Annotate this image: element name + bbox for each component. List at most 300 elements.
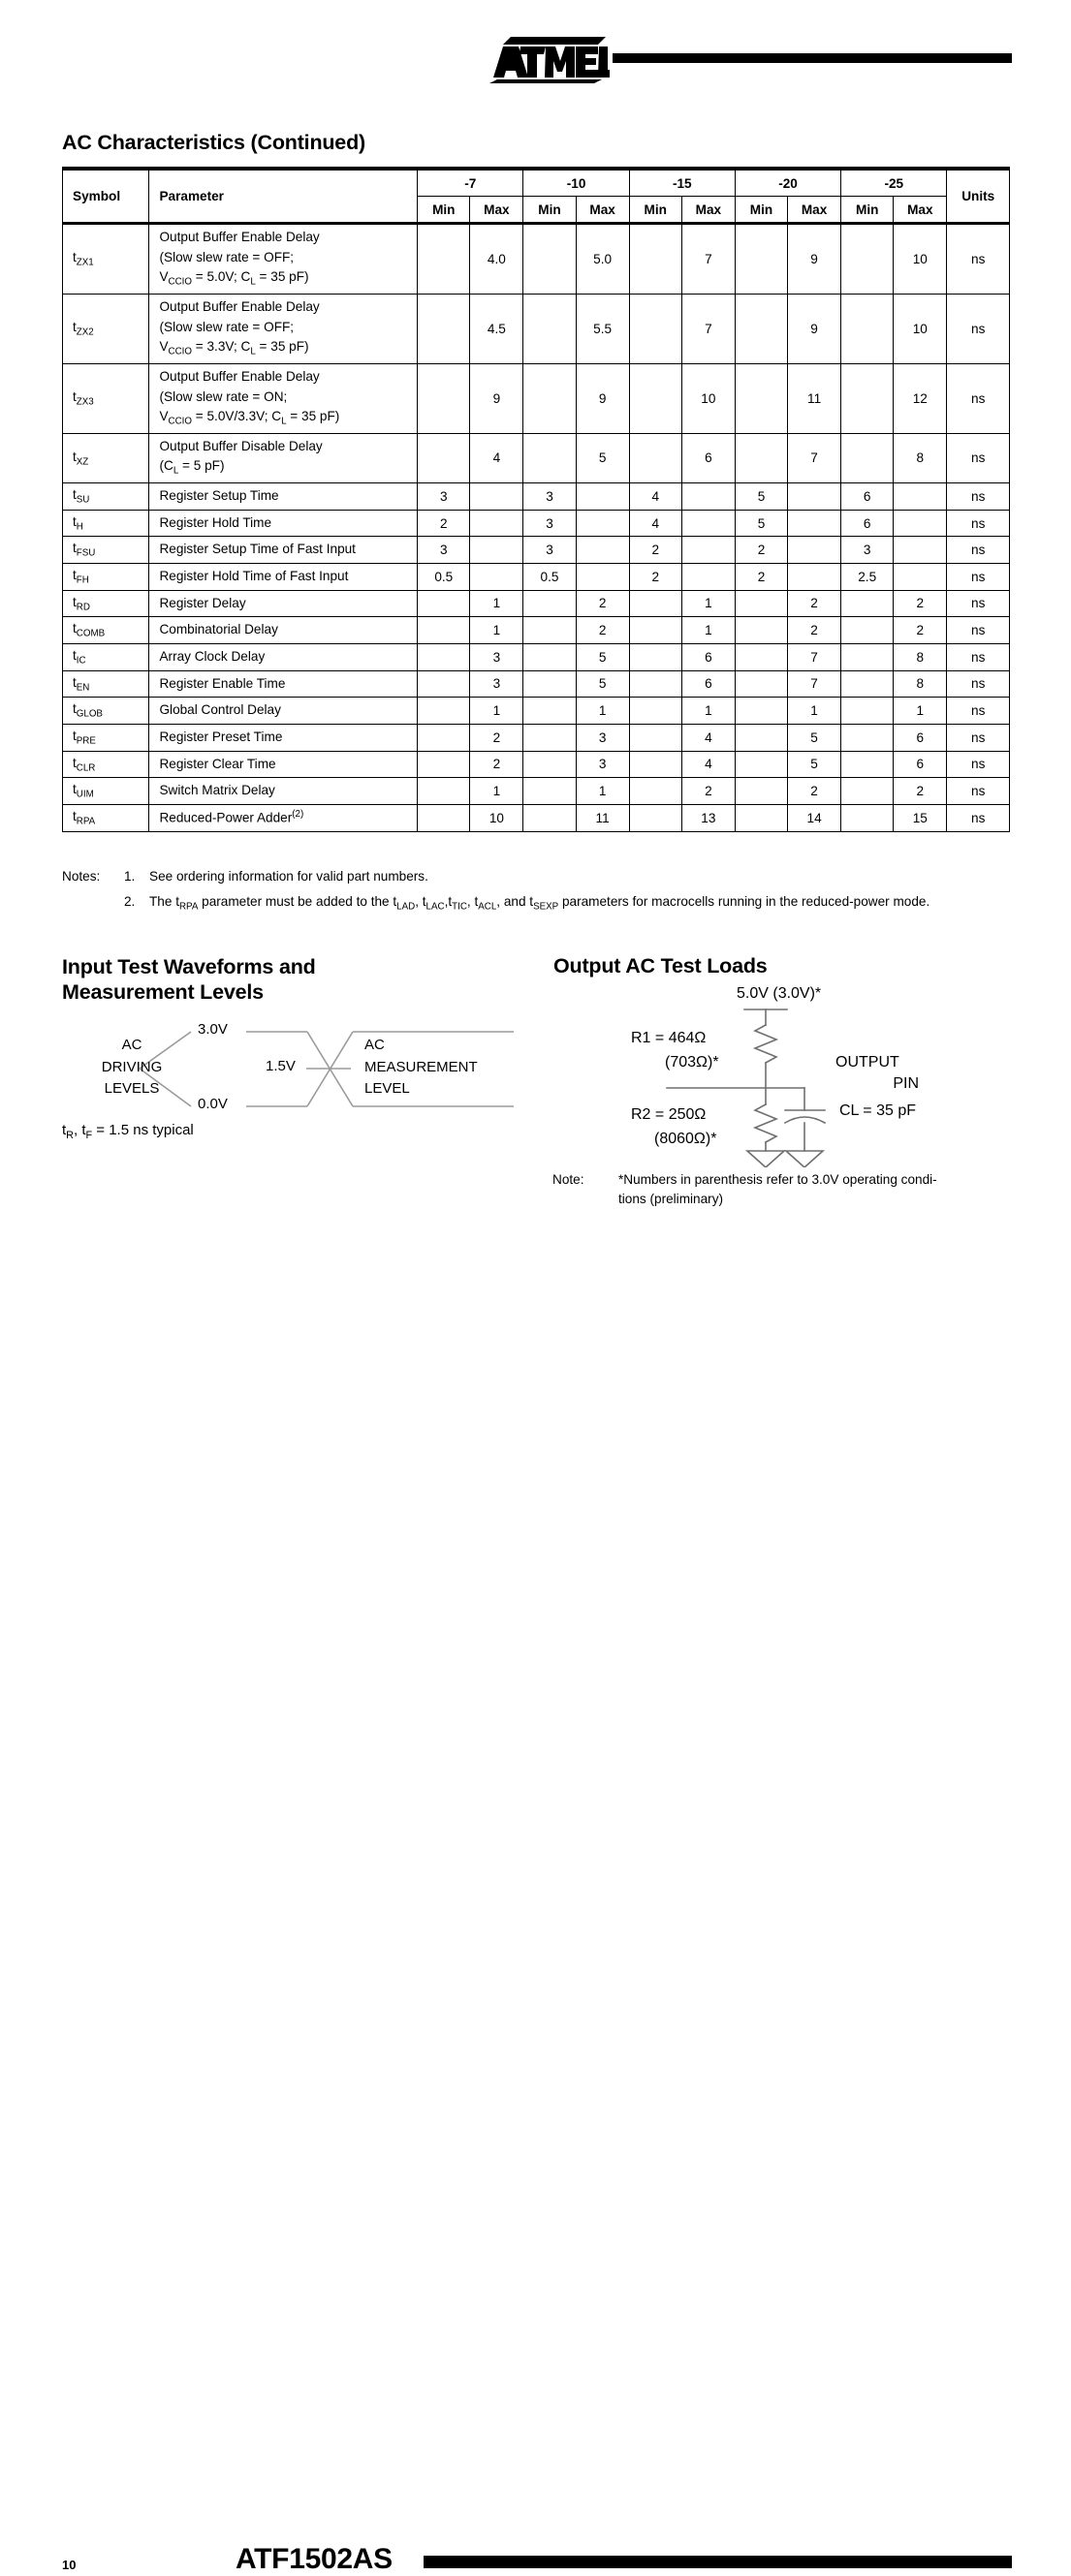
page-header <box>0 0 1071 107</box>
table-row <box>63 670 1010 698</box>
cell-value-max: 10 <box>470 804 523 831</box>
page-title: AC Characteristics (Continued) <box>62 131 365 154</box>
col-header-parameter: Parameter <box>149 169 418 224</box>
cell-value-min <box>841 433 894 482</box>
cell-value-max <box>788 483 841 511</box>
cell-value-max: 2 <box>894 590 947 617</box>
cell-parameter: Register Hold Time <box>149 510 418 537</box>
cell-parameter: Reduced-Power Adder$^{(2)}$ <box>149 804 418 831</box>
note-2-number: 2. <box>124 894 136 910</box>
cell-value-max: 1 <box>681 698 735 725</box>
grade-header-20: -20 <box>735 169 840 197</box>
cell-value-min <box>523 778 576 805</box>
table-row <box>63 294 1010 363</box>
col-header-units: Units <box>947 169 1010 224</box>
cell-value-max <box>681 483 735 511</box>
cell-value-max <box>894 510 947 537</box>
cell-value-min <box>523 751 576 778</box>
cell-value-max: 13 <box>681 804 735 831</box>
cell-units: ns <box>947 590 1010 617</box>
cell-value-min <box>418 698 470 725</box>
cell-value-min <box>735 224 787 295</box>
cell-value-min <box>523 804 576 831</box>
cell-symbol: $t_{IC}$ <box>63 643 149 670</box>
cell-value-min <box>523 294 576 363</box>
subheader-min-15: Min <box>629 197 681 224</box>
table-row <box>63 751 1010 778</box>
grade-header-10: -10 <box>523 169 629 197</box>
cell-value-min <box>523 433 576 482</box>
grade-header-7: -7 <box>418 169 523 197</box>
cell-value-max <box>894 537 947 564</box>
cell-value-max <box>470 510 523 537</box>
cell-value-min: 4 <box>629 510 681 537</box>
cell-value-min: 6 <box>841 510 894 537</box>
cell-value-min <box>841 363 894 433</box>
table-row <box>63 698 1010 725</box>
cell-value-max <box>681 537 735 564</box>
cell-value-max: 1 <box>894 698 947 725</box>
cell-value-max: 2 <box>788 617 841 644</box>
cell-value-max <box>788 510 841 537</box>
cell-value-min: 0.5 <box>418 564 470 591</box>
cell-value-max: 7 <box>788 433 841 482</box>
cell-value-min <box>418 294 470 363</box>
cell-value-min <box>841 804 894 831</box>
cell-parameter: Register Delay <box>149 590 418 617</box>
cell-symbol: $t_{CLR}$ <box>63 751 149 778</box>
cell-symbol: $t_{SU}$ <box>63 483 149 511</box>
cell-value-min <box>735 363 787 433</box>
ac-characteristics-table <box>62 167 1010 832</box>
cell-value-max: 10 <box>681 363 735 433</box>
cell-value-min <box>735 670 787 698</box>
cell-value-max: 9 <box>788 224 841 295</box>
input-waveforms-heading-line1: Input Test Waveforms and <box>62 955 316 978</box>
cell-symbol: $t_{FH}$ <box>63 564 149 591</box>
cell-value-min <box>735 433 787 482</box>
cell-value-min <box>629 670 681 698</box>
notes-label: Notes: <box>62 869 101 884</box>
cell-units: ns <box>947 224 1010 295</box>
cell-value-max: 5 <box>788 724 841 751</box>
cell-value-min <box>629 804 681 831</box>
output-load-note-label: Note: <box>552 1172 584 1187</box>
table-notes <box>62 867 1017 921</box>
cell-symbol: $t_{ZX3}$ <box>63 363 149 433</box>
table-body <box>63 224 1010 832</box>
cell-value-min <box>841 778 894 805</box>
input-waveform-diagram <box>62 1013 527 1125</box>
cell-value-min <box>418 617 470 644</box>
cell-value-min <box>841 670 894 698</box>
input-waveforms-heading <box>62 954 479 1005</box>
cell-value-max: 4 <box>470 433 523 482</box>
ac-driving-levels-line1: AC <box>121 1037 142 1053</box>
cell-value-max: 3 <box>576 724 629 751</box>
cell-value-max: 10 <box>894 294 947 363</box>
table-row <box>63 564 1010 591</box>
table-row <box>63 643 1010 670</box>
output-loads-heading: Output AC Test Loads <box>553 954 768 978</box>
cell-value-min <box>735 724 787 751</box>
input-waveforms-heading-line2: Measurement Levels <box>62 980 264 1005</box>
waveform-low-level-label: 0.0V <box>195 1096 231 1112</box>
cell-parameter: Register Preset Time <box>149 724 418 751</box>
cell-parameter: Register Setup Time of Fast Input <box>149 537 418 564</box>
cell-value-min: 2 <box>418 510 470 537</box>
cell-value-max: 3 <box>576 751 629 778</box>
cell-parameter: Combinatorial Delay <box>149 617 418 644</box>
table-row <box>63 590 1010 617</box>
cell-value-min <box>841 617 894 644</box>
subheader-min-7: Min <box>418 197 470 224</box>
cell-symbol: $t_{RPA}$ <box>63 804 149 831</box>
note-2-text: The $t_{RPA}$ parameter must be added to the $t_{LAD}$, $t_{LAC},t_{TIC}$, $t_{ACL}$, and $t_{SEXP}$ parameters for macrocells running in the reduced-power mode. <box>149 894 930 914</box>
cell-value-max: 7 <box>788 643 841 670</box>
cell-value-max: 3 <box>470 643 523 670</box>
output-load-note-line1: *Numbers in parenthesis refer to 3.0V operating condi- <box>618 1172 937 1187</box>
cell-value-max: 2 <box>681 778 735 805</box>
cell-value-max: 1 <box>470 590 523 617</box>
cell-value-max: 6 <box>681 433 735 482</box>
cell-value-max: 11 <box>576 804 629 831</box>
cell-parameter: Output Buffer Enable Delay (Slow slew rate = OFF; $V_{CCIO} = 3.3V$; $C_L = 35$ pF) <box>149 294 418 363</box>
table-row <box>63 363 1010 433</box>
cell-parameter: Global Control Delay <box>149 698 418 725</box>
cell-value-max: 1 <box>576 698 629 725</box>
cell-value-min <box>735 698 787 725</box>
cell-value-min <box>735 643 787 670</box>
cell-value-max <box>681 510 735 537</box>
cell-value-min <box>629 617 681 644</box>
cell-value-min <box>418 433 470 482</box>
cell-value-max <box>470 537 523 564</box>
table-row <box>63 510 1010 537</box>
cell-units: ns <box>947 751 1010 778</box>
cell-value-min <box>841 590 894 617</box>
cell-value-min: 5 <box>735 483 787 511</box>
ac-measurement-level-label <box>364 1035 478 1101</box>
cell-value-max <box>576 510 629 537</box>
cell-value-max: 7 <box>681 224 735 295</box>
cell-value-max: 5.0 <box>576 224 629 295</box>
cell-units: ns <box>947 483 1010 511</box>
cell-value-min: 2 <box>735 537 787 564</box>
r1-alt-value-label: (703Ω)* <box>665 1054 719 1071</box>
cell-value-min: 6 <box>841 483 894 511</box>
cell-value-min: 2 <box>629 537 681 564</box>
cell-value-max <box>576 483 629 511</box>
cell-value-min <box>735 778 787 805</box>
cell-symbol: $t_{ZX2}$ <box>63 294 149 363</box>
cell-units: ns <box>947 510 1010 537</box>
table-row <box>63 724 1010 751</box>
ac-measurement-line1: AC <box>364 1037 385 1053</box>
cell-units: ns <box>947 537 1010 564</box>
cell-value-max: 4 <box>681 724 735 751</box>
cell-value-max: 6 <box>681 670 735 698</box>
cell-value-min <box>841 224 894 295</box>
cell-parameter: Output Buffer Enable Delay (Slow slew rate = ON; $V_{CCIO} = 5.0V/3.3V$; $C_L = 35$ pF) <box>149 363 418 433</box>
cell-value-max: 12 <box>894 363 947 433</box>
cell-value-min: 5 <box>735 510 787 537</box>
note-2-spacer <box>62 892 124 915</box>
output-load-note-body <box>618 1170 1018 1208</box>
cell-symbol: $t_{EN}$ <box>63 670 149 698</box>
cell-value-min <box>735 590 787 617</box>
cell-value-min <box>523 724 576 751</box>
cell-value-max: 7 <box>681 294 735 363</box>
cell-value-min <box>841 698 894 725</box>
cell-value-min: 0.5 <box>523 564 576 591</box>
cell-value-min: 2 <box>735 564 787 591</box>
cell-value-max: 9 <box>470 363 523 433</box>
cell-units: ns <box>947 433 1010 482</box>
output-load-note-line2: tions (preliminary) <box>618 1191 724 1206</box>
cell-parameter: Register Clear Time <box>149 751 418 778</box>
cell-value-min <box>735 804 787 831</box>
cell-symbol: $t_H$ <box>63 510 149 537</box>
cell-value-min <box>629 751 681 778</box>
cell-units: ns <box>947 724 1010 751</box>
cell-symbol: $t_{RD}$ <box>63 590 149 617</box>
cell-value-min <box>418 590 470 617</box>
cell-parameter: Array Clock Delay <box>149 643 418 670</box>
page-number: 10 <box>62 2558 77 2572</box>
subheader-max-25: Max <box>894 197 947 224</box>
cell-value-max <box>788 564 841 591</box>
waveform-mid-level-label: 1.5V <box>266 1058 296 1074</box>
page-footer <box>0 1269 1071 2575</box>
cell-value-min <box>629 778 681 805</box>
cell-parameter: Register Setup Time <box>149 483 418 511</box>
cell-value-min <box>418 804 470 831</box>
table-head <box>63 169 1010 224</box>
ac-driving-levels-label <box>78 1035 186 1101</box>
output-pin-line2: PIN <box>893 1074 919 1092</box>
cell-value-min <box>629 590 681 617</box>
table-row <box>63 617 1010 644</box>
cell-value-min <box>418 670 470 698</box>
cl-value-label: CL = 35 pF <box>839 1102 917 1119</box>
subheader-min-25: Min <box>841 197 894 224</box>
cell-value-min <box>841 724 894 751</box>
subheader-max-15: Max <box>681 197 735 224</box>
cell-units: ns <box>947 778 1010 805</box>
cell-value-max <box>576 564 629 591</box>
table-row <box>63 433 1010 482</box>
cell-value-min <box>735 751 787 778</box>
subheader-max-10: Max <box>576 197 629 224</box>
cell-value-max: 2 <box>894 617 947 644</box>
r2-alt-value-label: (8060Ω)* <box>654 1131 717 1147</box>
cell-value-max <box>681 564 735 591</box>
cell-units: ns <box>947 804 1010 831</box>
cell-value-max: 4.0 <box>470 224 523 295</box>
cell-symbol: $t_{UIM}$ <box>63 778 149 805</box>
cell-value-min <box>523 363 576 433</box>
cell-value-min <box>523 617 576 644</box>
ac-measurement-line3: LEVEL <box>364 1080 410 1097</box>
table-row <box>63 224 1010 295</box>
grade-header-15: -15 <box>629 169 735 197</box>
cell-value-max: 2 <box>788 590 841 617</box>
ac-driving-levels-line3: LEVELS <box>104 1080 160 1097</box>
cell-value-max: 2 <box>894 778 947 805</box>
cell-value-min <box>629 643 681 670</box>
cell-value-max: 10 <box>894 224 947 295</box>
cell-value-min <box>523 643 576 670</box>
table-row <box>63 483 1010 511</box>
cell-units: ns <box>947 617 1010 644</box>
cell-value-min: 3 <box>523 510 576 537</box>
cell-value-max: 2 <box>470 724 523 751</box>
cell-value-max: 6 <box>681 643 735 670</box>
cell-value-max: 5 <box>788 751 841 778</box>
cell-value-max <box>576 537 629 564</box>
grade-header-25: -25 <box>841 169 947 197</box>
cell-value-max: 5 <box>576 643 629 670</box>
cell-symbol: $t_{FSU}$ <box>63 537 149 564</box>
subheader-min-20: Min <box>735 197 787 224</box>
cell-value-min <box>629 433 681 482</box>
cell-value-max <box>470 564 523 591</box>
col-header-symbol: Symbol <box>63 169 149 224</box>
cell-symbol: $t_{XZ}$ <box>63 433 149 482</box>
cell-value-max: 1 <box>576 778 629 805</box>
cell-value-max: 15 <box>894 804 947 831</box>
cell-units: ns <box>947 363 1010 433</box>
cell-value-min <box>418 643 470 670</box>
subheader-max-7: Max <box>470 197 523 224</box>
cell-value-min <box>523 224 576 295</box>
output-load-note <box>552 1170 1018 1208</box>
cell-value-min <box>629 294 681 363</box>
cell-value-max: 4.5 <box>470 294 523 363</box>
r1-value-label: R1 = 464Ω <box>631 1030 707 1046</box>
note-1-text: See ordering information for valid part numbers. <box>149 869 428 884</box>
cell-value-max: 1 <box>681 617 735 644</box>
cell-value-min <box>523 670 576 698</box>
cell-value-max: 5 <box>576 433 629 482</box>
cell-value-max: 8 <box>894 643 947 670</box>
subheader-min-10: Min <box>523 197 576 224</box>
cell-value-max: 2 <box>576 617 629 644</box>
cell-value-min: 3 <box>523 483 576 511</box>
table-row <box>63 778 1010 805</box>
ac-driving-levels-line2: DRIVING <box>101 1058 163 1075</box>
cell-value-min <box>629 363 681 433</box>
cell-units: ns <box>947 294 1010 363</box>
ac-measurement-line2: MEASUREMENT <box>364 1058 478 1075</box>
cell-value-max: 1 <box>681 590 735 617</box>
note-1-number: 1. <box>124 869 136 884</box>
cell-parameter: Output Buffer Enable Delay (Slow slew rate = OFF; $V_{CCIO} = 5.0V$; $C_L = 35$ pF) <box>149 224 418 295</box>
cell-parameter: Register Hold Time of Fast Input <box>149 564 418 591</box>
waveform-high-level-label: 3.0V <box>195 1021 231 1038</box>
cell-value-max: 5.5 <box>576 294 629 363</box>
cell-value-max: 9 <box>576 363 629 433</box>
cell-value-min: 2.5 <box>841 564 894 591</box>
cell-value-min <box>735 617 787 644</box>
output-pin-line1: OUTPUT <box>835 1054 899 1071</box>
supply-voltage-label: 5.0V (3.0V)* <box>737 985 822 1002</box>
cell-parameter: Switch Matrix Delay <box>149 778 418 805</box>
cell-value-max: 1 <box>788 698 841 725</box>
cell-value-min: 3 <box>841 537 894 564</box>
cell-units: ns <box>947 698 1010 725</box>
table-row <box>63 537 1010 564</box>
cell-value-min: 3 <box>418 483 470 511</box>
footer-rule <box>424 2556 1012 2568</box>
cell-value-max: 1 <box>470 617 523 644</box>
cell-value-max <box>894 483 947 511</box>
cell-value-max: 9 <box>788 294 841 363</box>
cell-value-max: 5 <box>576 670 629 698</box>
cell-value-min <box>418 751 470 778</box>
atmel-logo <box>489 35 611 83</box>
cell-value-min <box>418 224 470 295</box>
cell-value-max: 7 <box>788 670 841 698</box>
cell-value-min <box>418 363 470 433</box>
cell-parameter: Output Buffer Disable Delay ($C_L = 5$ pF) <box>149 433 418 482</box>
cell-value-min <box>841 643 894 670</box>
cell-value-max: 11 <box>788 363 841 433</box>
cell-symbol: $t_{PRE}$ <box>63 724 149 751</box>
cell-value-min <box>418 778 470 805</box>
cell-value-max: 4 <box>681 751 735 778</box>
cell-value-max: 8 <box>894 433 947 482</box>
cell-value-min <box>841 751 894 778</box>
note-item-2 <box>62 892 1017 915</box>
cell-value-max <box>470 483 523 511</box>
cell-value-max: 6 <box>894 751 947 778</box>
cell-units: ns <box>947 670 1010 698</box>
cell-value-min: 3 <box>418 537 470 564</box>
cell-value-max: 1 <box>470 698 523 725</box>
cell-symbol: $t_{ZX1}$ <box>63 224 149 295</box>
cell-value-max: 2 <box>470 751 523 778</box>
cell-value-min: 4 <box>629 483 681 511</box>
cell-units: ns <box>947 643 1010 670</box>
cell-symbol: $t_{COMB}$ <box>63 617 149 644</box>
header-rule <box>613 53 1012 63</box>
cell-value-min <box>841 294 894 363</box>
cell-parameter: Register Enable Time <box>149 670 418 698</box>
cell-value-max <box>788 537 841 564</box>
atmel-logo-svg <box>489 35 611 83</box>
cell-value-min <box>523 698 576 725</box>
cell-value-min <box>629 724 681 751</box>
cell-value-min: 3 <box>523 537 576 564</box>
cell-value-max: 8 <box>894 670 947 698</box>
cell-value-min: 2 <box>629 564 681 591</box>
cell-value-max: 3 <box>470 670 523 698</box>
note-item-1 <box>62 867 1017 886</box>
cell-value-max <box>894 564 947 591</box>
cell-value-max: 2 <box>788 778 841 805</box>
cell-symbol: $t_{GLOB}$ <box>63 698 149 725</box>
r2-value-label: R2 = 250Ω <box>631 1106 707 1123</box>
cell-value-max: 2 <box>576 590 629 617</box>
table-row <box>63 804 1010 831</box>
rise-fall-time-note: $t_R$, $t_F = 1.5$ ns typical <box>62 1122 194 1141</box>
table-header-grades <box>63 169 1010 197</box>
subheader-max-20: Max <box>788 197 841 224</box>
part-number: ATF1502AS <box>236 2543 393 2575</box>
cell-value-min <box>735 294 787 363</box>
